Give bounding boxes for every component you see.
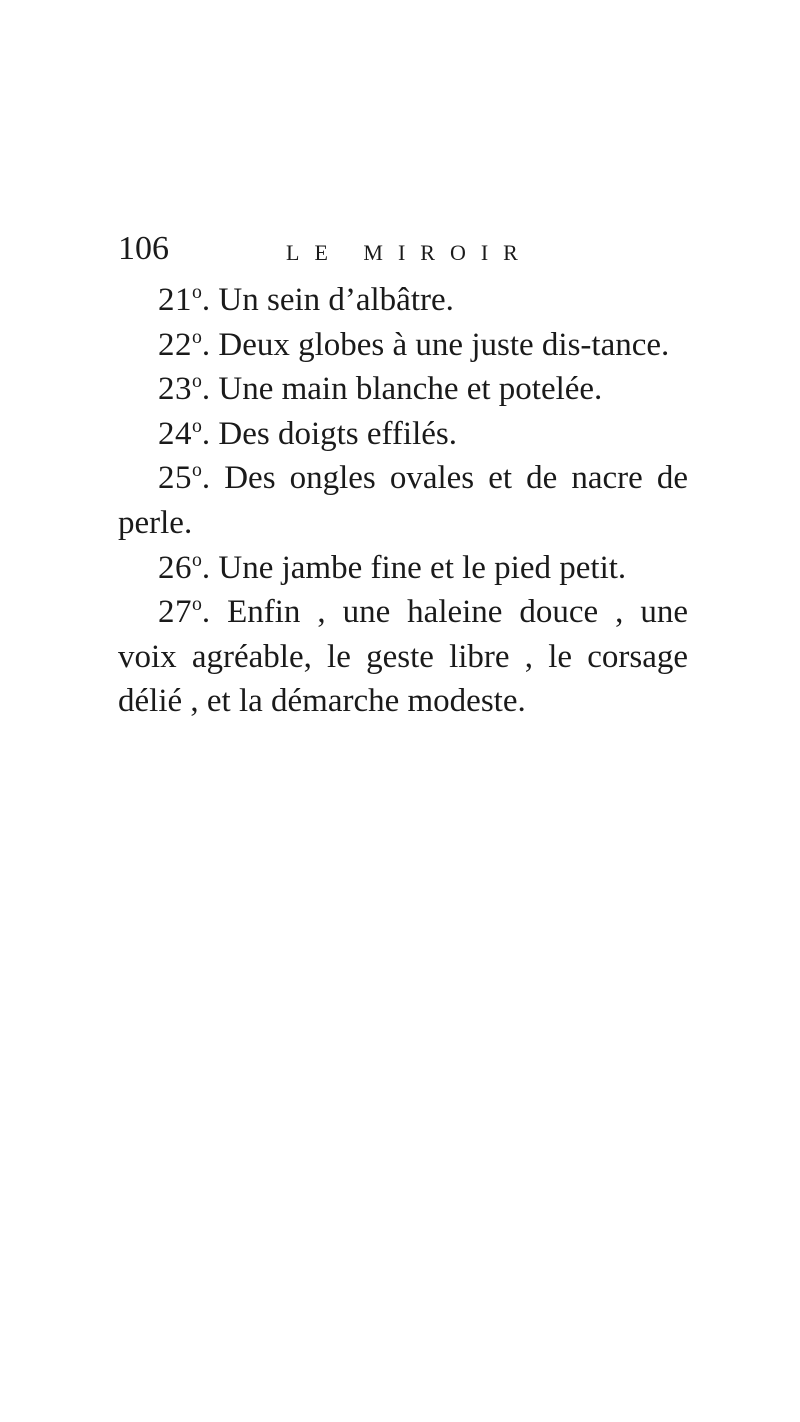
entry-text: Deux globes à une juste dis-tance. (218, 326, 670, 363)
entry-23: 23$^o$. Une main blanche et potelée. (158, 370, 603, 408)
body-text (118, 278, 688, 724)
entry-text: Une jambe fine et le pied petit. (218, 549, 627, 586)
entry-26: 26$^o$. Une jambe fine et le pied petit. (158, 548, 627, 586)
entry-text: Un sein d’albâtre. (218, 282, 454, 318)
entry-text: Une main blanche et potelée. (218, 371, 603, 408)
entry-number: 22 (158, 326, 192, 363)
entry-22: 22$^o$. Deux globes à une juste dis-tance. (158, 325, 670, 363)
entry-number: 27 (158, 594, 192, 631)
entry-27: 27$^o$. Enfin , une haleine douce , une voix agréable, le geste libre , le corsage délié , et la démarche modeste. (118, 593, 688, 720)
degree-mark: o (192, 548, 202, 571)
entry-text: Des doigts effilés. (218, 415, 457, 452)
degree-mark: o (192, 459, 202, 482)
degree-mark: o (192, 281, 202, 303)
degree-mark: o (192, 325, 202, 348)
entry-text: Des ongles ovales et de nacre de perle. (118, 460, 688, 541)
entry-text: Enfin , une haleine douce , une voix agréable, le geste libre , le corsage délié , et la démarche modeste. (118, 594, 688, 720)
page-number: 106 (118, 230, 169, 267)
degree-mark: o (192, 593, 202, 616)
entry-number: 21 (158, 282, 192, 318)
entry-number: 26 (158, 549, 192, 586)
page-header (118, 224, 698, 274)
degree-mark: o (192, 370, 202, 393)
running-title: LE MIROIR (286, 240, 533, 265)
entry-number: 24 (158, 415, 192, 452)
entry-21: 21$^o$. Un sein d’albâtre. (158, 281, 454, 318)
degree-mark: o (192, 414, 202, 437)
entry-24: 24$^o$. Des doigts effilés. (158, 414, 457, 452)
entry-25: 25$^o$. Des ongles ovales et de nacre de perle. (118, 459, 688, 541)
entry-number: 25 (158, 460, 192, 497)
entry-number: 23 (158, 371, 192, 408)
